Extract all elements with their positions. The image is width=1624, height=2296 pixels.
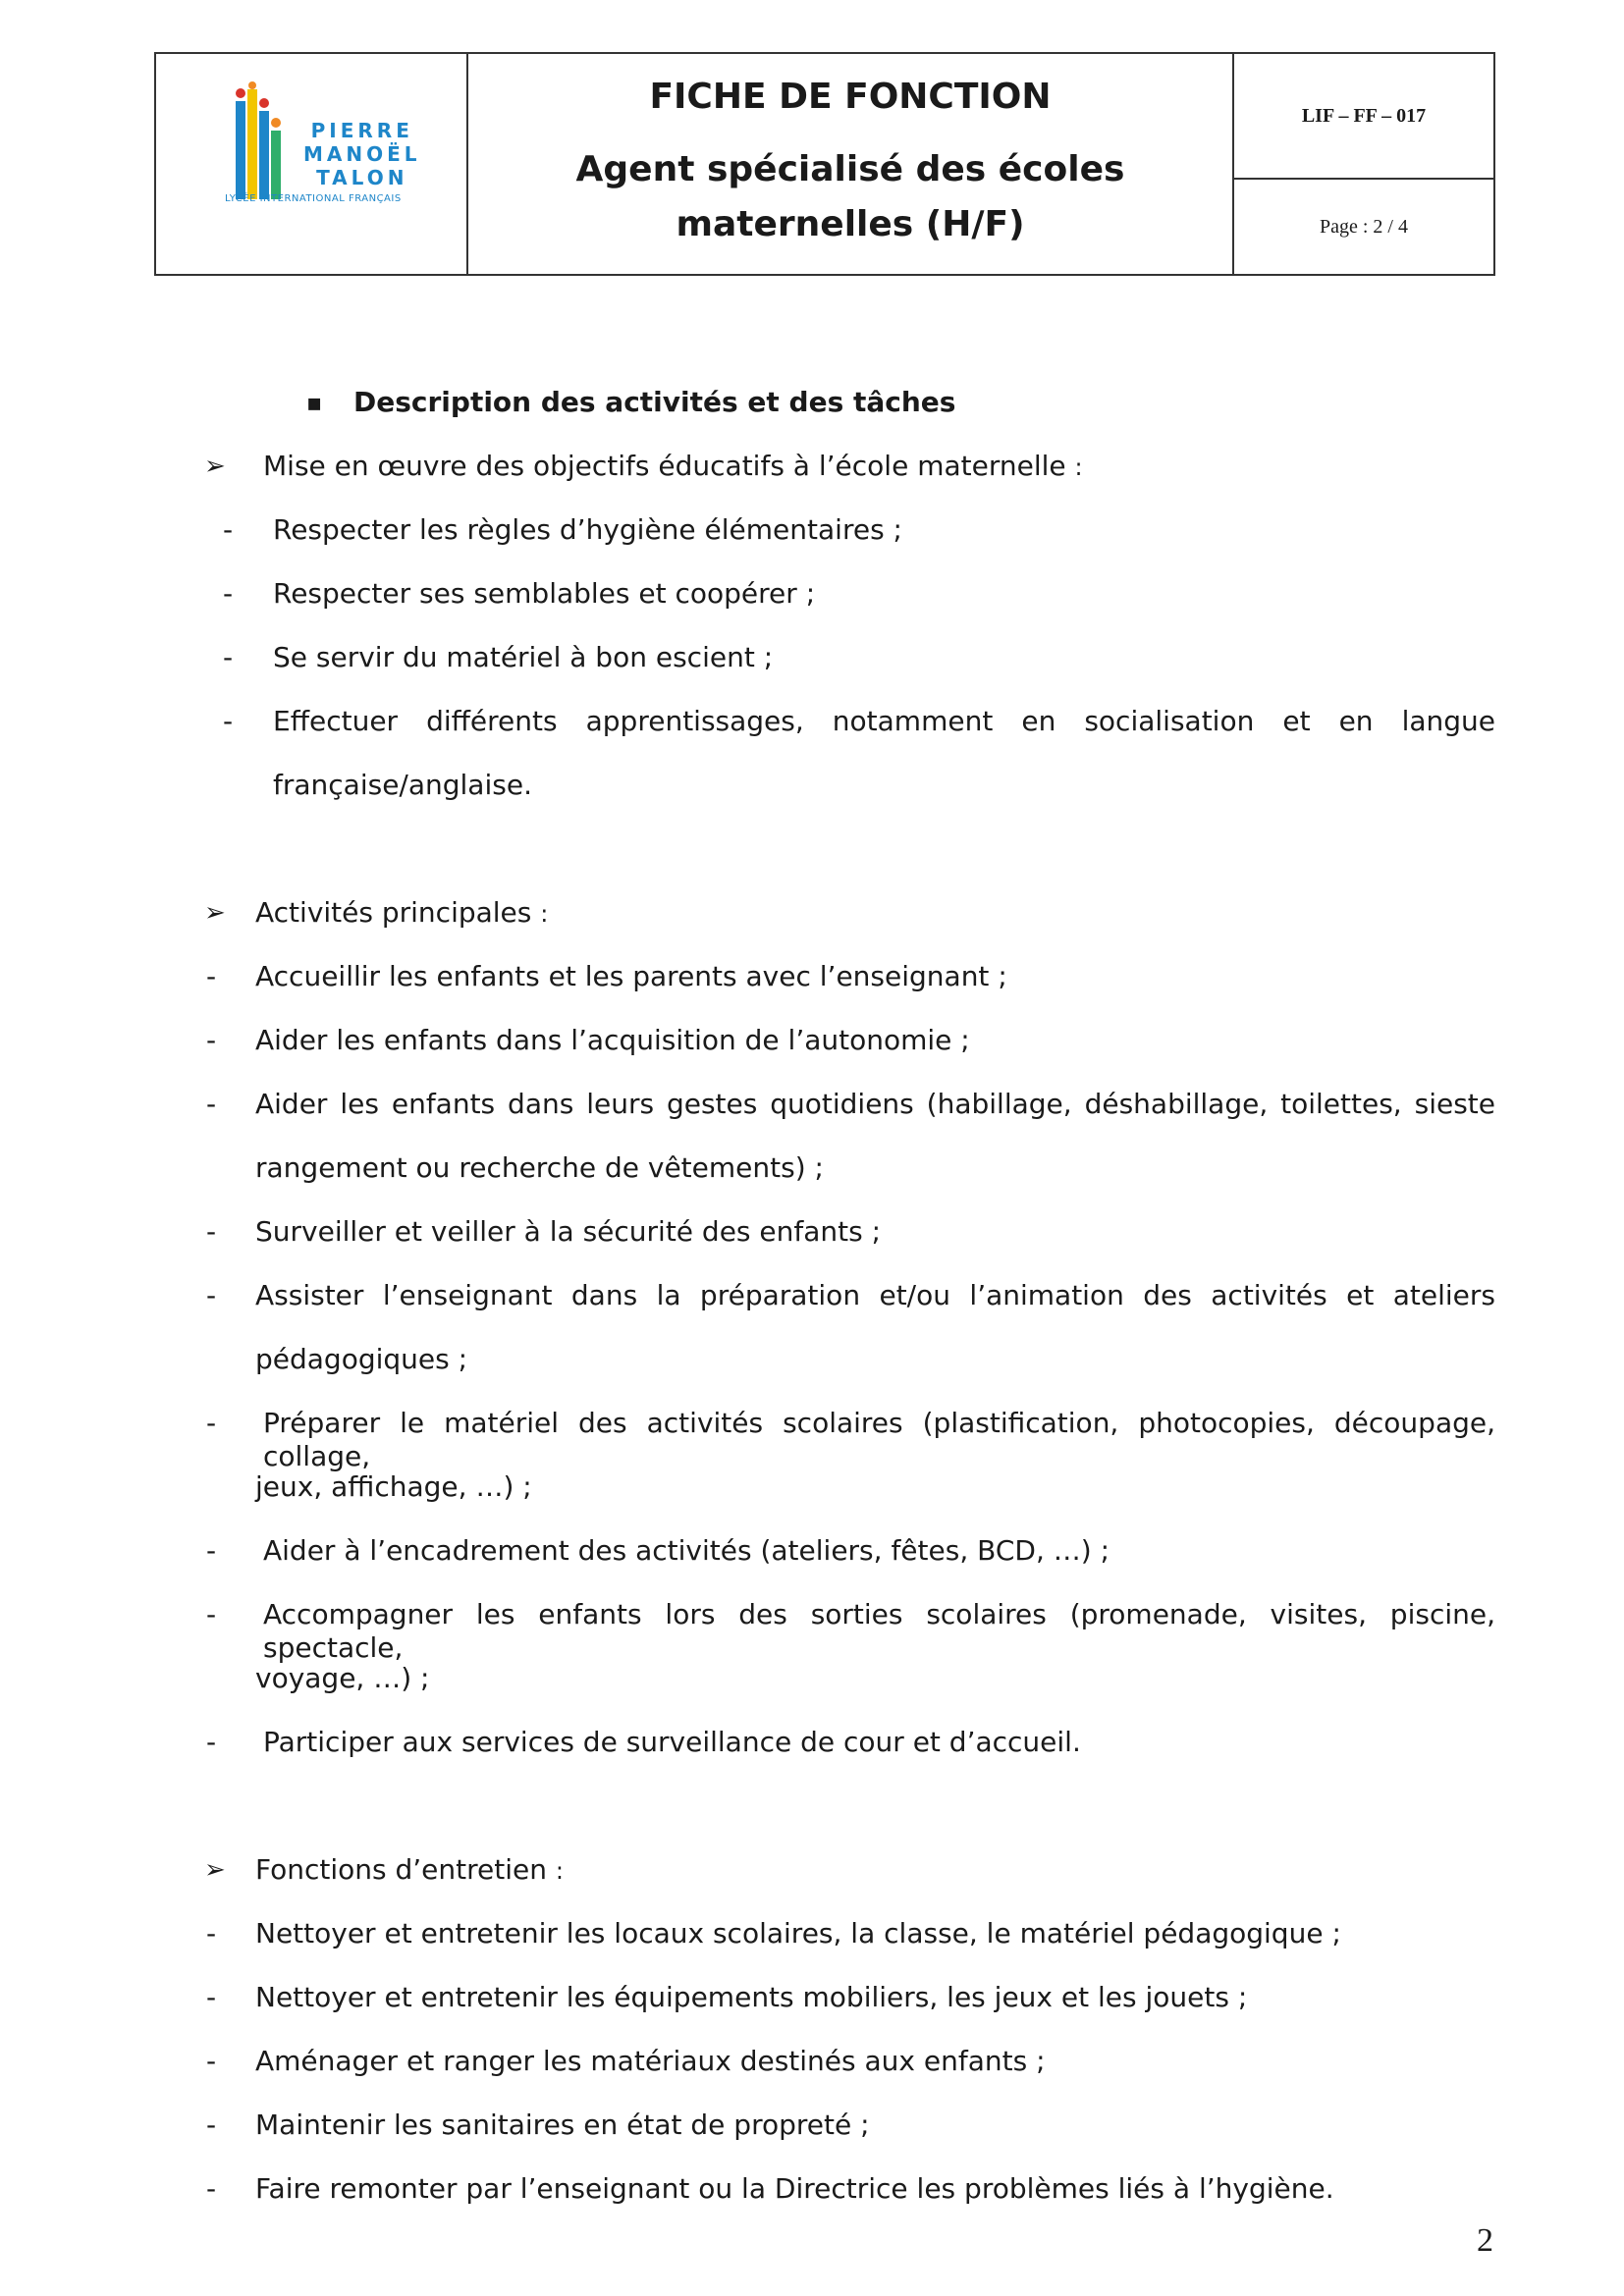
main-activities-heading: Activités principales : [255,896,549,929]
list-item-continuation: rangement ou recherche de vêtements) ; [255,1151,824,1184]
document-header [154,52,1495,276]
logo-line-3: TALON [316,166,408,189]
logo-cell [156,54,468,274]
list-item: Se servir du matériel à bon escient ; [273,641,774,673]
list-item: Aménager et ranger les matériaux destinés aux enfants ; [255,2045,1046,2077]
document-reference: LIF – FF – 017 [1234,54,1493,180]
dash-bullet: - [206,1088,217,1120]
title-cell [468,54,1234,274]
dash-bullet: - [206,960,217,992]
dash-bullet: - [206,2109,217,2141]
logo-line-1: PIERRE [310,119,413,142]
dash-bullet: - [223,513,234,546]
list-item: Préparer le matériel des activités scolaires (plastification, photocopies, découpage, collage, [263,1407,1495,1472]
list-item: Respecter ses semblables et coopérer ; [273,577,816,610]
logo-wordmark [303,119,421,189]
dash-bullet: - [206,1534,217,1567]
dash-bullet: - [206,1726,217,1758]
list-item: Respecter les règles d’hygiène élémentaires ; [273,513,902,546]
list-item-continuation: pédagogiques ; [255,1343,468,1375]
section-title: Description des activités et des tâches [353,386,956,418]
maintenance-heading: Fonctions d’entretien : [255,1853,564,1886]
arrow-bullet-icon: ➢ [204,898,226,928]
objectives-heading: Mise en œuvre des objectifs éducatifs à l’école maternelle : [263,450,1083,482]
list-item: Accueillir les enfants et les parents avec l’enseignant ; [255,960,1007,992]
list-item: Surveiller et veiller à la sécurité des enfants ; [255,1215,882,1248]
list-item-continuation: voyage, …) ; [255,1662,430,1694]
footer-page-number: 2 [1477,2222,1493,2259]
dash-bullet: - [223,705,234,737]
list-item: Maintenir les sanitaires en état de propreté ; [255,2109,870,2141]
dash-bullet: - [206,1279,217,1311]
arrow-bullet-icon: ➢ [204,452,226,481]
list-item-continuation: française/anglaise. [273,769,532,801]
list-item: Accompagner les enfants lors des sorties scolaires (promenade, visites, piscine, spectacle, [263,1598,1495,1664]
logo-tagline: LYCÉE INTERNATIONAL FRANÇAIS [225,193,402,204]
list-item: Participer aux services de surveillance de cour et d’accueil. [263,1726,1081,1758]
document-title: FICHE DE FONCTION [649,76,1052,117]
logo-line-2: MANOËL [303,142,421,166]
dash-bullet: - [206,1024,217,1056]
list-item: Assister l’enseignant dans la préparation et/ou l’animation des activités et ateliers [255,1279,1495,1311]
list-item: Aider les enfants dans leurs gestes quotidiens (habillage, déshabillage, toilettes, sieste [255,1088,1495,1120]
document-subtitle-line-2: maternelles (H/F) [676,203,1025,244]
dash-bullet: - [206,2172,217,2205]
list-item-continuation: jeux, affichage, …) ; [255,1470,532,1503]
dash-bullet: - [206,1215,217,1248]
dash-bullet: - [206,1407,217,1439]
dash-bullet: - [223,577,234,610]
dash-bullet: - [206,1598,217,1630]
dash-bullet: - [206,2045,217,2077]
header-page-indicator: Page : 2 / 4 [1320,215,1408,238]
list-item: Aider les enfants dans l’acquisition de l’autonomie ; [255,1024,970,1056]
dash-bullet: - [206,1917,217,1949]
square-bullet-icon: ▪ [306,389,323,416]
list-item: Aider à l’encadrement des activités (ateliers, fêtes, BCD, …) ; [263,1534,1110,1567]
list-item: Faire remonter par l’enseignant ou la Directrice les problèmes liés à l’hygiène. [255,2172,1334,2205]
list-item: Nettoyer et entretenir les équipements mobiliers, les jeux et les jouets ; [255,1981,1248,2013]
dash-bullet: - [223,641,234,673]
document-subtitle-line-1: Agent spécialisé des écoles [575,148,1125,189]
meta-cell [1234,54,1493,274]
school-logo-icon [228,81,297,209]
list-item: Nettoyer et entretenir les locaux scolaires, la classe, le matériel pédagogique ; [255,1917,1341,1949]
list-item: Effectuer différents apprentissages, notamment en socialisation et en langue [273,705,1495,737]
arrow-bullet-icon: ➢ [204,1855,226,1885]
dash-bullet: - [206,1981,217,2013]
